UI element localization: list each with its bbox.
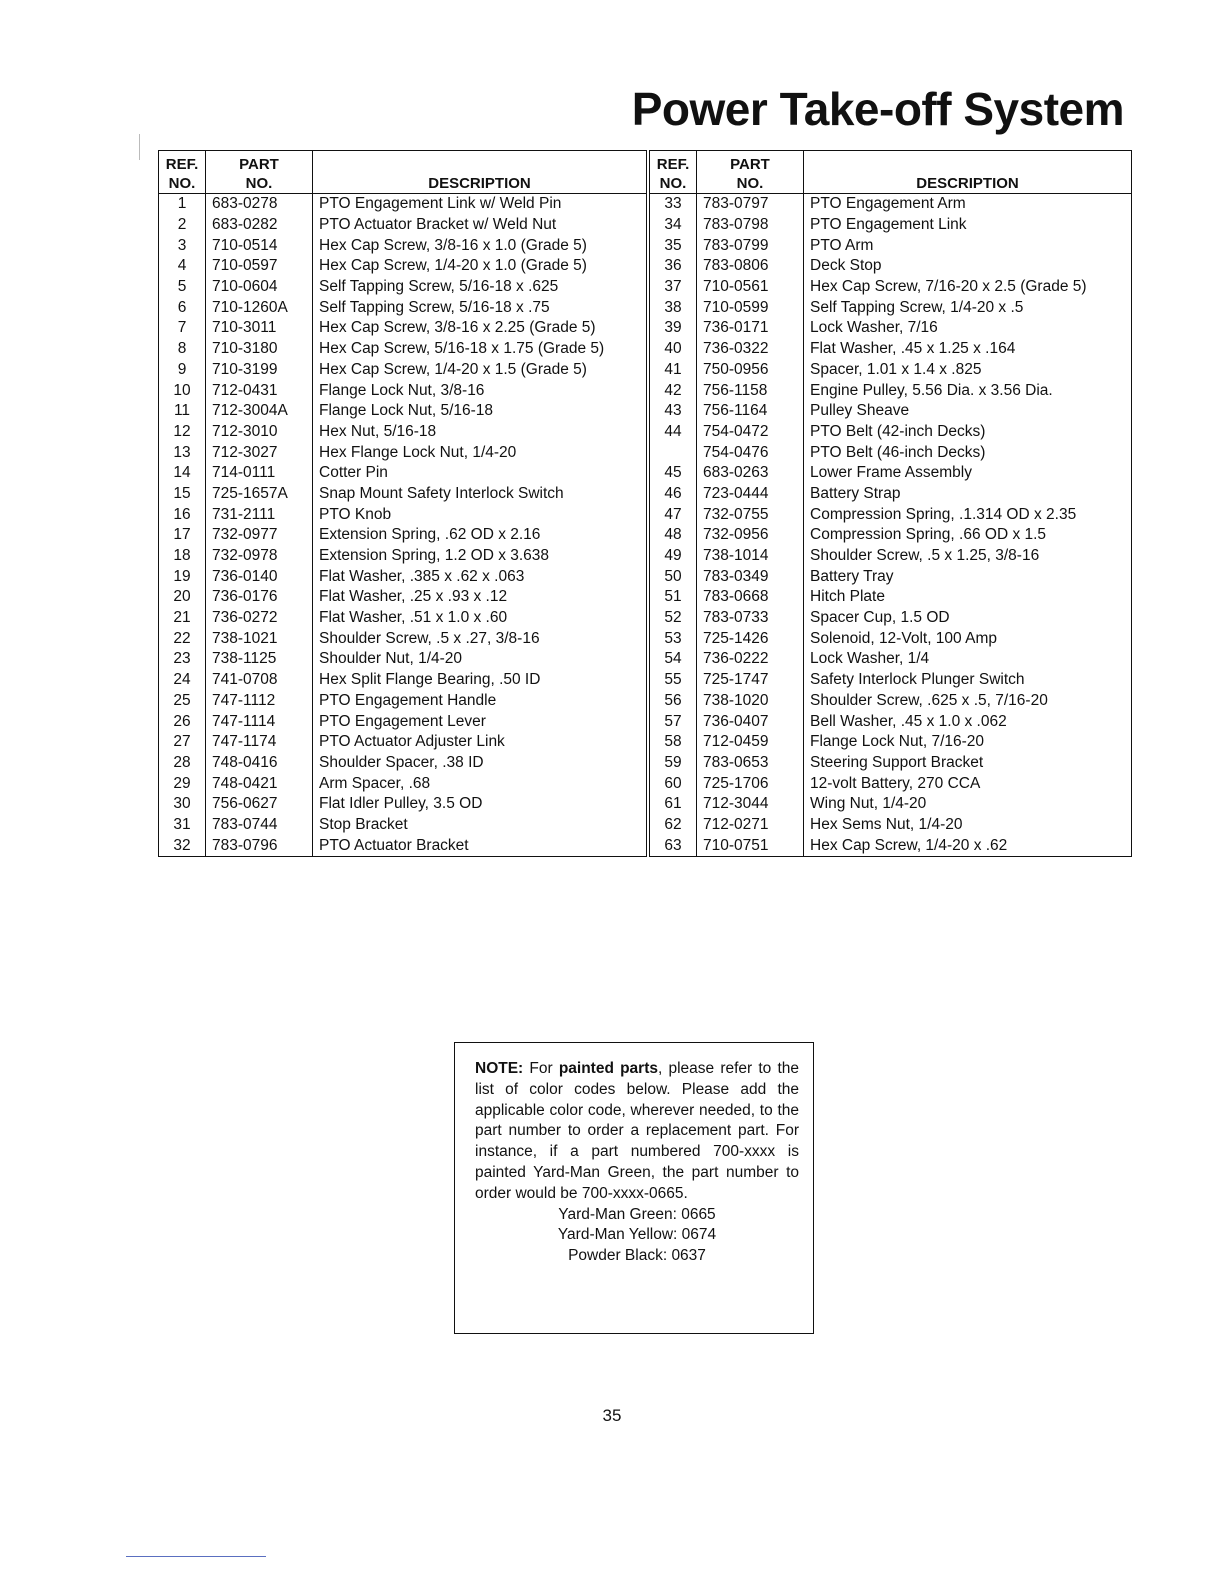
table-row	[650, 753, 1132, 774]
table-row	[650, 670, 1132, 691]
color-code-item: Yard-Man Yellow: 0674	[557, 1226, 717, 1244]
part-no-cell: 683-0278	[206, 194, 313, 215]
part-no-cell: 756-0627	[206, 794, 313, 815]
ref-no-cell: 10	[173, 381, 191, 399]
description-cell: Steering Support Bracket	[804, 753, 1132, 774]
description-cell: PTO Engagement Link	[804, 215, 1132, 236]
part-no-cell: 783-0796	[206, 835, 313, 856]
description-cell: Safety Interlock Plunger Switch	[804, 670, 1132, 691]
table-row	[650, 422, 1132, 443]
description-cell: Hex Cap Screw, 1/4-20 x .62	[804, 835, 1132, 856]
ref-no-header: REF. NO.	[159, 151, 206, 194]
part-no-cell: 783-0799	[697, 235, 804, 256]
table-row	[159, 422, 647, 443]
table-row	[650, 525, 1132, 546]
description-cell: Compression Spring, .66 OD x 1.5	[804, 525, 1132, 546]
part-no-cell: 712-3044	[697, 794, 804, 815]
ref-no-cell: 52	[664, 609, 682, 627]
description-cell: Engine Pulley, 5.56 Dia. x 3.56 Dia.	[804, 380, 1132, 401]
part-no-cell: 747-1174	[206, 732, 313, 753]
part-no-cell: 732-0755	[697, 504, 804, 525]
part-no-cell: 712-0271	[697, 815, 804, 836]
description-cell: Stop Bracket	[313, 815, 647, 836]
part-no-cell: 710-1260A	[206, 297, 313, 318]
description-cell: Shoulder Screw, .5 x .27, 3/8-16	[313, 628, 647, 649]
description-cell: Hex Nut, 5/16-18	[313, 422, 647, 443]
description-cell: Hex Split Flange Bearing, .50 ID	[313, 670, 647, 691]
ref-no-cell: 25	[173, 691, 191, 709]
part-no-cell: 723-0444	[697, 484, 804, 505]
description-cell: Pulley Sheave	[804, 401, 1132, 422]
part-no-cell: 710-3011	[206, 318, 313, 339]
ref-no-cell: 54	[664, 650, 682, 668]
description-cell: Shoulder Screw, .5 x 1.25, 3/8-16	[804, 546, 1132, 567]
part-no-cell: 714-0111	[206, 463, 313, 484]
description-header: DESCRIPTION	[313, 151, 647, 194]
table-row	[159, 835, 647, 856]
description-cell: Self Tapping Screw, 5/16-18 x .625	[313, 277, 647, 298]
ref-no-cell: 22	[173, 629, 191, 647]
part-no-cell: 756-1164	[697, 401, 804, 422]
table-row	[650, 277, 1132, 298]
table-row	[159, 215, 647, 236]
table-row	[650, 628, 1132, 649]
ref-no-cell: 45	[664, 464, 682, 482]
description-cell: Shoulder Spacer, .38 ID	[313, 753, 647, 774]
ref-no-header: REF. NO.	[650, 151, 697, 194]
ref-no-cell: 17	[173, 526, 191, 544]
table-row	[650, 339, 1132, 360]
ref-no-cell: 7	[177, 319, 187, 337]
table-row	[650, 484, 1132, 505]
table-row	[650, 235, 1132, 256]
part-no-cell: 748-0416	[206, 753, 313, 774]
description-cell: Flange Lock Nut, 3/8-16	[313, 380, 647, 401]
description-cell: Solenoid, 12-Volt, 100 Amp	[804, 628, 1132, 649]
table-row	[650, 794, 1132, 815]
table-row	[159, 442, 647, 463]
table-row	[159, 815, 647, 836]
part-no-cell: 710-0599	[697, 297, 804, 318]
ref-no-cell: 13	[173, 443, 191, 461]
part-no-cell: 712-0431	[206, 380, 313, 401]
ref-no-cell: 43	[664, 402, 682, 420]
part-no-cell: 747-1112	[206, 691, 313, 712]
description-cell: Lock Washer, 1/4	[804, 649, 1132, 670]
ref-no-cell: 8	[177, 340, 187, 358]
table-row	[650, 318, 1132, 339]
ref-no-cell: 51	[664, 588, 682, 606]
table-row	[159, 546, 647, 567]
table-row	[159, 608, 647, 629]
ref-no-cell: 38	[664, 298, 682, 316]
part-no-cell: 750-0956	[697, 360, 804, 381]
part-no-cell: 783-0653	[697, 753, 804, 774]
note-text-a: For	[523, 1060, 559, 1077]
part-no-cell: 736-0322	[697, 339, 804, 360]
part-no-cell: 712-3010	[206, 422, 313, 443]
part-no-cell: 683-0282	[206, 215, 313, 236]
table-row	[159, 566, 647, 587]
table-header-row	[650, 151, 1132, 194]
table-row	[650, 215, 1132, 236]
ref-no-cell: 15	[173, 484, 191, 502]
part-no-cell: 712-3027	[206, 442, 313, 463]
ref-no-cell: 18	[173, 547, 191, 565]
part-no-cell: 736-0176	[206, 587, 313, 608]
part-no-cell: 783-0797	[697, 194, 804, 215]
note-paragraph	[475, 1059, 799, 1205]
description-cell: Battery Tray	[804, 566, 1132, 587]
table-row	[159, 773, 647, 794]
table-row	[650, 442, 1132, 463]
description-cell: Wing Nut, 1/4-20	[804, 794, 1132, 815]
table-row	[650, 773, 1132, 794]
table-row	[159, 360, 647, 381]
table-row	[650, 608, 1132, 629]
ref-no-cell: 12	[173, 422, 191, 440]
table-row	[650, 815, 1132, 836]
ref-no-cell: 9	[177, 360, 187, 378]
ref-no-cell: 24	[173, 671, 191, 689]
ref-no-cell: 5	[177, 278, 187, 296]
description-cell: Compression Spring, .1.314 OD x 2.35	[804, 504, 1132, 525]
color-code-item: Powder Black: 0637	[568, 1247, 706, 1265]
description-cell: Hex Cap Screw, 5/16-18 x 1.75 (Grade 5)	[313, 339, 647, 360]
part-no-cell: 736-0140	[206, 566, 313, 587]
ref-no-cell: 49	[664, 547, 682, 565]
part-no-cell: 712-0459	[697, 732, 804, 753]
description-cell: Extension Spring, 1.2 OD x 3.638	[313, 546, 647, 567]
description-cell: Hex Cap Screw, 1/4-20 x 1.5 (Grade 5)	[313, 360, 647, 381]
ref-no-cell: 35	[664, 236, 682, 254]
ref-no-cell: 58	[664, 733, 682, 751]
table-row	[650, 566, 1132, 587]
description-cell: Bell Washer, .45 x 1.0 x .062	[804, 711, 1132, 732]
description-cell: PTO Arm	[804, 235, 1132, 256]
ref-no-cell: 53	[664, 629, 682, 647]
ref-no-cell: 61	[664, 795, 682, 813]
table-row	[159, 587, 647, 608]
ref-no-cell: 36	[664, 257, 682, 275]
part-no-cell: 738-1020	[697, 691, 804, 712]
description-cell: Self Tapping Screw, 1/4-20 x .5	[804, 297, 1132, 318]
color-codes-list	[475, 1205, 799, 1267]
table-row	[159, 297, 647, 318]
part-no-cell: 736-0272	[206, 608, 313, 629]
description-cell: Hex Cap Screw, 3/8-16 x 2.25 (Grade 5)	[313, 318, 647, 339]
part-no-cell: 741-0708	[206, 670, 313, 691]
ref-no-cell: 28	[173, 753, 191, 771]
note-label: NOTE:	[475, 1060, 524, 1077]
table-row	[650, 691, 1132, 712]
table-row	[159, 380, 647, 401]
table-row	[159, 277, 647, 298]
ref-no-cell: 44	[664, 422, 682, 440]
part-no-cell: 731-2111	[206, 504, 313, 525]
table-row	[159, 235, 647, 256]
description-cell: Cotter Pin	[313, 463, 647, 484]
table-row	[650, 504, 1132, 525]
description-cell: Battery Strap	[804, 484, 1132, 505]
table-row	[159, 318, 647, 339]
table-row	[159, 484, 647, 505]
color-code-item: Yard-Man Green: 0665	[558, 1205, 716, 1223]
description-cell: Spacer, 1.01 x 1.4 x .825	[804, 360, 1132, 381]
part-no-cell: 710-0597	[206, 256, 313, 277]
table-row	[650, 587, 1132, 608]
table-row	[159, 732, 647, 753]
part-no-cell: 738-1014	[697, 546, 804, 567]
description-cell: PTO Actuator Bracket	[313, 835, 647, 856]
description-cell: PTO Engagement Arm	[804, 194, 1132, 215]
ref-no-cell: 50	[664, 567, 682, 585]
description-cell: Shoulder Screw, .625 x .5, 7/16-20	[804, 691, 1132, 712]
ref-no-cell: 2	[177, 216, 187, 234]
part-no-cell: 725-1706	[697, 773, 804, 794]
part-no-cell: 732-0977	[206, 525, 313, 546]
margin-mark	[139, 134, 140, 160]
part-no-cell: 732-0978	[206, 546, 313, 567]
note-emphasis: painted parts	[558, 1060, 658, 1077]
ref-no-cell: 60	[664, 774, 682, 792]
description-cell: Flange Lock Nut, 7/16-20	[804, 732, 1132, 753]
table-row	[159, 525, 647, 546]
ref-no-cell: 42	[664, 381, 682, 399]
table-row	[159, 401, 647, 422]
table-row	[650, 546, 1132, 567]
description-cell: PTO Belt (46-inch Decks)	[804, 442, 1132, 463]
ref-no-cell: 33	[664, 195, 682, 213]
description-cell: Flat Idler Pulley, 3.5 OD	[313, 794, 647, 815]
table-row	[650, 711, 1132, 732]
part-no-cell: 732-0956	[697, 525, 804, 546]
description-cell: Arm Spacer, .68	[313, 773, 647, 794]
ref-no-cell: 57	[664, 712, 682, 730]
part-no-cell: 754-0476	[697, 442, 804, 463]
description-header: DESCRIPTION	[804, 151, 1132, 194]
description-cell: Hex Flange Lock Nut, 1/4-20	[313, 442, 647, 463]
ref-no-cell: 55	[664, 671, 682, 689]
page-number: 35	[602, 1406, 622, 1425]
part-no-cell: 783-0668	[697, 587, 804, 608]
description-cell: Snap Mount Safety Interlock Switch	[313, 484, 647, 505]
table-row	[159, 711, 647, 732]
description-cell: Extension Spring, .62 OD x 2.16	[313, 525, 647, 546]
ref-no-cell: 6	[177, 298, 187, 316]
description-cell: PTO Engagement Link w/ Weld Pin	[313, 194, 647, 215]
ref-no-cell: 23	[173, 650, 191, 668]
description-cell: PTO Actuator Adjuster Link	[313, 732, 647, 753]
table-row	[650, 649, 1132, 670]
table-row	[650, 360, 1132, 381]
description-cell: Lock Washer, 7/16	[804, 318, 1132, 339]
description-cell: Flat Washer, .51 x 1.0 x .60	[313, 608, 647, 629]
ref-no-cell: 40	[664, 340, 682, 358]
table-header-row	[159, 151, 647, 194]
table-row	[650, 835, 1132, 856]
description-cell: PTO Actuator Bracket w/ Weld Nut	[313, 215, 647, 236]
part-no-cell: 748-0421	[206, 773, 313, 794]
table-row	[159, 670, 647, 691]
description-cell: PTO Engagement Lever	[313, 711, 647, 732]
part-no-cell: 710-0561	[697, 277, 804, 298]
table-row	[159, 256, 647, 277]
description-cell: PTO Engagement Handle	[313, 691, 647, 712]
parts-tables	[158, 150, 1132, 858]
part-no-cell: 736-0171	[697, 318, 804, 339]
parts-table-left-body	[159, 194, 647, 857]
description-cell: Flat Washer, .45 x 1.25 x .164	[804, 339, 1132, 360]
part-no-cell: 783-0733	[697, 608, 804, 629]
ref-no-cell: 37	[664, 278, 682, 296]
ref-no-cell: 56	[664, 691, 682, 709]
description-cell: PTO Belt (42-inch Decks)	[804, 422, 1132, 443]
part-no-cell: 725-1657A	[206, 484, 313, 505]
table-row	[650, 401, 1132, 422]
ref-no-cell: 16	[173, 505, 191, 523]
part-no-cell: 738-1125	[206, 649, 313, 670]
ref-no-cell: 46	[664, 484, 682, 502]
painted-parts-note	[454, 1042, 814, 1334]
description-cell: Hex Cap Screw, 1/4-20 x 1.0 (Grade 5)	[313, 256, 647, 277]
ref-no-cell: 21	[173, 609, 191, 627]
table-row	[650, 380, 1132, 401]
table-row	[159, 463, 647, 484]
ref-no-cell: 63	[664, 836, 682, 854]
ref-no-cell: 20	[173, 588, 191, 606]
part-no-cell: 783-0349	[697, 566, 804, 587]
ref-no-cell: 34	[664, 216, 682, 234]
part-no-cell: 747-1114	[206, 711, 313, 732]
page-title: Power Take-off System	[631, 83, 1124, 135]
table-row	[650, 194, 1132, 215]
ref-no-cell: 11	[173, 402, 191, 420]
part-no-cell: 736-0407	[697, 711, 804, 732]
description-cell: Flat Washer, .385 x .62 x .063	[313, 566, 647, 587]
ref-no-cell: 47	[664, 505, 682, 523]
part-no-cell: 712-3004A	[206, 401, 313, 422]
part-no-cell: 738-1021	[206, 628, 313, 649]
part-no-cell: 683-0263	[697, 463, 804, 484]
description-cell: Lower Frame Assembly	[804, 463, 1132, 484]
ref-no-cell: 32	[173, 836, 191, 854]
ref-no-cell: 31	[173, 815, 191, 833]
description-cell: Hex Cap Screw, 3/8-16 x 1.0 (Grade 5)	[313, 235, 647, 256]
part-no-cell: 710-0751	[697, 835, 804, 856]
part-no-cell: 710-0514	[206, 235, 313, 256]
ref-no-cell	[650, 442, 697, 463]
table-row	[650, 297, 1132, 318]
ref-no-cell: 30	[173, 795, 191, 813]
table-row	[159, 794, 647, 815]
ref-no-cell: 29	[173, 774, 191, 792]
description-cell: Flat Washer, .25 x .93 x .12	[313, 587, 647, 608]
ref-no-cell: 39	[664, 319, 682, 337]
description-cell: Shoulder Nut, 1/4-20	[313, 649, 647, 670]
note-text-b: , please refer to the list of color codes below. Please add the applicable color code, wherever needed, to the part number to order a replacement part. For instance, if a part numbered 700-xxxx is painted Yard-Man Green, the part number to order would be 700-xxxx-0665.	[475, 1060, 799, 1202]
description-cell: Self Tapping Screw, 5/16-18 x .75	[313, 297, 647, 318]
ref-no-cell: 1	[177, 195, 187, 213]
part-no-cell: 783-0744	[206, 815, 313, 836]
part-no-cell: 725-1747	[697, 670, 804, 691]
table-row	[159, 753, 647, 774]
parts-table-right-body	[650, 194, 1132, 857]
table-row	[650, 732, 1132, 753]
ref-no-cell: 26	[173, 712, 191, 730]
parts-table-left	[158, 150, 647, 857]
table-row	[159, 628, 647, 649]
table-row	[159, 504, 647, 525]
part-no-cell: 756-1158	[697, 380, 804, 401]
part-no-cell: 710-3199	[206, 360, 313, 381]
ref-no-cell: 4	[177, 257, 187, 275]
description-cell: 12-volt Battery, 270 CCA	[804, 773, 1132, 794]
description-cell: Hex Cap Screw, 7/16-20 x 2.5 (Grade 5)	[804, 277, 1132, 298]
ref-no-cell: 48	[664, 526, 682, 544]
description-cell: Hitch Plate	[804, 587, 1132, 608]
part-no-header: PART NO.	[697, 151, 804, 194]
part-no-cell: 754-0472	[697, 422, 804, 443]
footer-rule	[126, 1556, 266, 1557]
part-no-cell: 736-0222	[697, 649, 804, 670]
table-row	[650, 256, 1132, 277]
description-cell: Deck Stop	[804, 256, 1132, 277]
part-no-cell: 783-0798	[697, 215, 804, 236]
ref-no-cell: 3	[177, 236, 187, 254]
ref-no-cell: 14	[173, 464, 191, 482]
part-no-cell: 710-0604	[206, 277, 313, 298]
ref-no-cell: 59	[664, 753, 682, 771]
part-no-header: PART NO.	[206, 151, 313, 194]
description-cell: Hex Sems Nut, 1/4-20	[804, 815, 1132, 836]
parts-table-right	[649, 150, 1132, 857]
description-cell: PTO Knob	[313, 504, 647, 525]
part-no-cell: 783-0806	[697, 256, 804, 277]
table-row	[159, 649, 647, 670]
description-cell: Spacer Cup, 1.5 OD	[804, 608, 1132, 629]
part-no-cell: 710-3180	[206, 339, 313, 360]
ref-no-cell: 19	[173, 567, 191, 585]
ref-no-cell: 41	[664, 360, 682, 378]
table-row	[159, 691, 647, 712]
description-cell: Flange Lock Nut, 5/16-18	[313, 401, 647, 422]
table-row	[159, 194, 647, 215]
ref-no-cell: 27	[173, 733, 191, 751]
table-row	[650, 463, 1132, 484]
ref-no-cell: 62	[664, 815, 682, 833]
part-no-cell: 725-1426	[697, 628, 804, 649]
table-row	[159, 339, 647, 360]
